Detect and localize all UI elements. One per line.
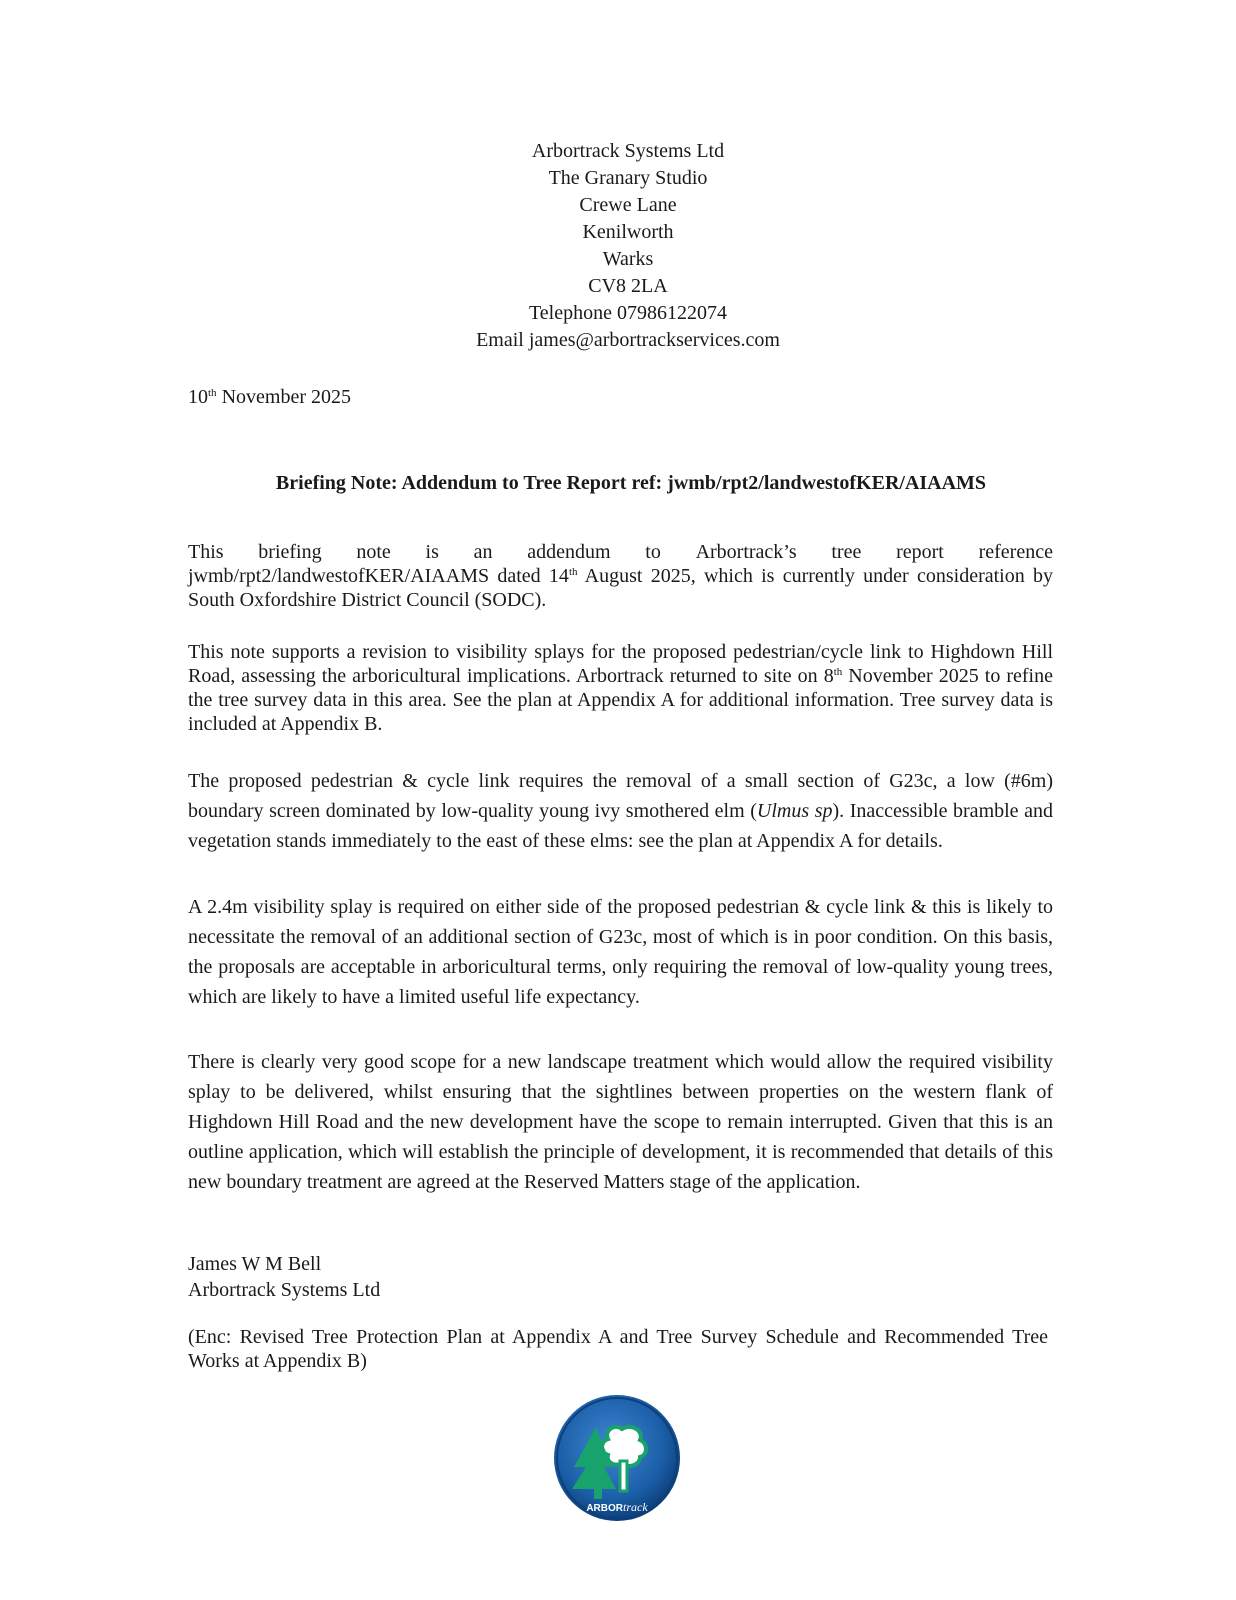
paragraph-4: A 2.4m visibility splay is required on either side of the proposed pedestrian & cycle link & this is likely to necessitate the removal of an additional section of G23c, most of which is in poor condition. On this basis, the proposals are acceptable in arboricultural terms, only requiring the removal of low-quality young trees, which are likely to have a limited useful life expectancy. (188, 896, 1053, 1008)
paragraph-1-first-line (188, 540, 1053, 564)
word: tree (831, 541, 862, 563)
paragraph-3-text: ). Inaccessible bramble and vegetation stands immediately to the east of these elms: see the plan at Appendix A for details. (188, 800, 1054, 852)
paragraph-5: There is clearly very good scope for a new landscape treatment which would allow the required visibility splay to be delivered, whilst ensuring that the sightlines between properties on the western flank of Highdown Hill Road and the new development have the scope to remain interrupted. Given that this is an outline application, which will establish the principle of development, it is recommended that details of this new boundary treatment are agreed at the Reserved Matters stage of the application. (188, 1051, 1053, 1193)
species-name: Ulmus sp (756, 800, 833, 822)
address-line: The Granary Studio (548, 167, 708, 189)
address-line: Kenilworth (582, 221, 674, 243)
paragraph-2-text: November 2025 to refine the tree survey data in this area. See the plan at Appendix A for additional information. Tree survey data is included at Appendix B. (188, 665, 1053, 735)
word: note (356, 541, 391, 563)
word: report (896, 541, 944, 563)
sender-company: Arbortrack Systems Ltd (531, 140, 725, 162)
date-rest: November 2025 (216, 386, 351, 408)
logo-wordmark: ARBORtrack (586, 1500, 648, 1514)
address-line: Warks (602, 248, 654, 270)
enclosure-note: (Enc: Revised Tree Protection Plan at Appendix A and Tree Survey Schedule and Recommended Tree Works at Appendix B) (188, 1326, 1048, 1372)
paragraph-1-text: August 2025, which is currently under consideration by South Oxfordshire District Council (SODC). (188, 565, 1053, 611)
sender-telephone: Telephone 07986122074 (528, 302, 727, 324)
paragraph-1-text: jwmb/rpt2/landwestofKER/AIAAMS dated 14 (188, 565, 569, 587)
sender-email: Email james@arbortrackservices.com (476, 329, 780, 351)
address-line: Crewe Lane (579, 194, 677, 216)
paragraph-1 (188, 540, 1053, 612)
letter-date (188, 384, 351, 411)
arbortrack-logo (552, 1393, 682, 1523)
date-day: 10 (188, 386, 208, 408)
ordinal-suffix: th (833, 666, 843, 678)
paragraph-2 (188, 640, 1053, 736)
ordinal-suffix: th (568, 566, 578, 578)
word: This (188, 541, 224, 563)
word: to (645, 541, 661, 563)
paragraph-3-text: The proposed pedestrian & cycle link requires the removal of a small section of G23c, a low (#6m) boundary screen dominated by low-quality young ivy smothered elm ( (188, 770, 1053, 822)
sender-address-block (0, 138, 1236, 354)
signatory-name: James W M Bell (188, 1253, 322, 1275)
date-suffix: th (208, 387, 217, 399)
word: is (425, 541, 439, 563)
word: an (473, 541, 493, 563)
word: briefing (258, 541, 322, 563)
paragraph-1-rest (188, 564, 1053, 612)
address-line: CV8 2LA (588, 275, 668, 297)
signatory-company: Arbortrack Systems Ltd (188, 1279, 381, 1301)
paragraph-3 (188, 766, 1053, 856)
word: addendum (527, 541, 611, 563)
paragraph-2-text: This note supports a revision to visibility splays for the proposed pedestrian/cycle link to Highdown Hill Road, assessing the arboricultural implications. Arbortrack returned to site on 8 (188, 641, 1053, 687)
word: Arbortrack’s (695, 541, 797, 563)
briefing-heading: Briefing Note: Addendum to Tree Report ref: jwmb/rpt2/landwestofKER/AIAAMS (275, 472, 987, 494)
word: reference (978, 541, 1053, 563)
signature-block (188, 1251, 380, 1303)
